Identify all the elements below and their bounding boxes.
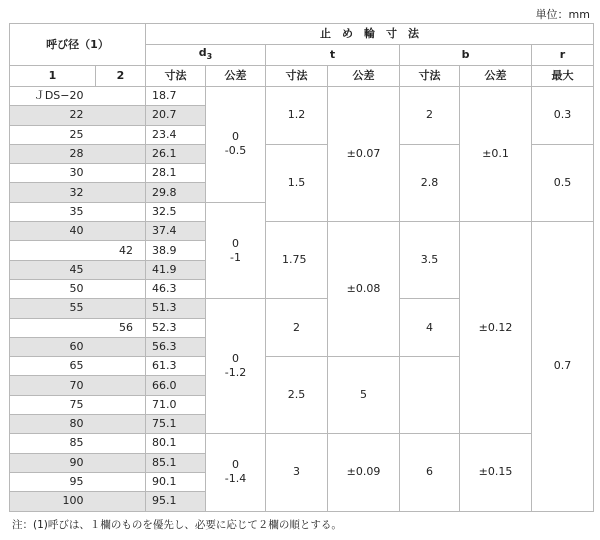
header-r: r <box>532 45 594 66</box>
t-dim: 1.2 <box>266 87 328 145</box>
nominal-1: 35 <box>10 202 96 221</box>
nominal-2 <box>96 453 146 472</box>
d3-dim: 85.1 <box>146 453 206 472</box>
nominal-2 <box>96 164 146 183</box>
header-nominal: 呼び径（1） <box>10 24 146 66</box>
nominal-1: 85 <box>10 434 96 453</box>
header-d3-tol: 公差 <box>206 66 266 87</box>
table-row <box>10 434 594 453</box>
d3-dim: 41.9 <box>146 260 206 279</box>
header-b-tol: 公差 <box>460 66 532 87</box>
nominal-2 <box>96 106 146 125</box>
b-dim: 4 <box>400 299 460 357</box>
nominal-1: 60 <box>10 337 96 356</box>
nominal-2 <box>96 337 146 356</box>
d3-dim: 66.0 <box>146 376 206 395</box>
nominal-1: 70 <box>10 376 96 395</box>
d3-dim: 75.1 <box>146 415 206 434</box>
t-dim: 1.75 <box>266 222 328 299</box>
nominal-2 <box>96 434 146 453</box>
header-col2: 2 <box>96 66 146 87</box>
nominal-1: 45 <box>10 260 96 279</box>
r-max: 0.7 <box>532 222 594 511</box>
nominal-1: 90 <box>10 453 96 472</box>
d3-tol: 0 -1.4 <box>206 434 266 511</box>
d3-dim: 29.8 <box>146 183 206 202</box>
d3-dim: 20.7 <box>146 106 206 125</box>
nominal-2 <box>96 376 146 395</box>
header-col1: 1 <box>10 66 96 87</box>
retaining-ring-table <box>9 23 594 512</box>
b-tol: ±0.1 <box>460 87 532 222</box>
header-r-max: 最大 <box>532 66 594 87</box>
d3-dim: 56.3 <box>146 337 206 356</box>
d3-dim: 51.3 <box>146 299 206 318</box>
nominal-1: 25 <box>10 125 96 144</box>
d3-tol: 0 -1 <box>206 202 266 298</box>
nominal-2 <box>96 279 146 298</box>
nominal-1: 32 <box>10 183 96 202</box>
t-dim: 2 <box>266 299 328 357</box>
nominal-1 <box>10 241 96 260</box>
d3-tol: 0 -1.2 <box>206 299 266 434</box>
d3-tol: 0 -0.5 <box>206 87 266 203</box>
nominal-1: 28 <box>10 144 96 163</box>
nominal-1: 30 <box>10 164 96 183</box>
nominal-1: 95 <box>10 472 96 491</box>
nominal-1: ＪDS−20 <box>10 87 96 106</box>
d3-dim: 71.0 <box>146 395 206 414</box>
nominal-2 <box>96 357 146 376</box>
nominal-1: 100 <box>10 492 96 511</box>
r-max: 0.3 <box>532 87 594 145</box>
d3-dim: 95.1 <box>146 492 206 511</box>
d3-dim: 80.1 <box>146 434 206 453</box>
nominal-2 <box>96 260 146 279</box>
nominal-2 <box>96 202 146 221</box>
b-dim: 2.8 <box>400 144 460 221</box>
footnote: 注：(1)呼びは、１欄のものを優先し、必要に応じて２欄の順とする。 <box>12 519 342 531</box>
nominal-1: 65 <box>10 357 96 376</box>
header-t-tol: 公差 <box>328 66 400 87</box>
nominal-1 <box>10 318 96 337</box>
t-tol: ±0.07 <box>328 87 400 222</box>
nominal-1: 55 <box>10 299 96 318</box>
d3-dim: 26.1 <box>146 144 206 163</box>
nominal-2 <box>96 222 146 241</box>
d3-dim: 61.3 <box>146 357 206 376</box>
t-dim: 1.5 <box>266 144 328 221</box>
nominal-2 <box>96 125 146 144</box>
r-max: 0.5 <box>532 144 594 221</box>
d3-dim: 46.3 <box>146 279 206 298</box>
nominal-2 <box>96 472 146 491</box>
header-row-1 <box>10 24 594 45</box>
nominal-2 <box>96 183 146 202</box>
t-tol: ±0.08 <box>328 222 400 357</box>
header-d3: $d_3$ <box>146 45 266 66</box>
nominal-2 <box>96 492 146 511</box>
header-t: t <box>266 45 400 66</box>
header-b: b <box>400 45 532 66</box>
t-tol: ±0.09 <box>328 434 400 511</box>
header-t-dim: 寸法 <box>266 66 328 87</box>
t-dim: 3 <box>266 434 328 511</box>
nominal-1: 40 <box>10 222 96 241</box>
b-tol: ±0.12 <box>460 222 532 434</box>
b-dim: 5 <box>328 357 400 434</box>
nominal-2 <box>96 395 146 414</box>
nominal-1: 22 <box>10 106 96 125</box>
d3-dim: 38.9 <box>146 241 206 260</box>
d3-dim: 18.7 <box>146 87 206 106</box>
b-tol: ±0.15 <box>460 434 532 511</box>
nominal-1: 80 <box>10 415 96 434</box>
b-dim: 6 <box>400 434 460 511</box>
d3-dim: 28.1 <box>146 164 206 183</box>
nominal-1: 50 <box>10 279 96 298</box>
header-row-3 <box>10 66 594 87</box>
nominal-2 <box>96 415 146 434</box>
header-d3-dim: 寸法 <box>146 66 206 87</box>
d3-dim: 90.1 <box>146 472 206 491</box>
nominal-2 <box>96 144 146 163</box>
table-row <box>10 222 594 241</box>
nominal-2 <box>96 299 146 318</box>
d3-dim: 37.4 <box>146 222 206 241</box>
nominal-2: 56 <box>96 318 146 337</box>
nominal-1: 75 <box>10 395 96 414</box>
nominal-2 <box>96 87 146 106</box>
header-ring-dimensions: 止 め 輪 寸 法 <box>146 24 594 45</box>
d3-dim: 52.3 <box>146 318 206 337</box>
t-dim: 2.5 <box>266 357 328 434</box>
table-row <box>10 87 594 106</box>
d3-dim: 32.5 <box>146 202 206 221</box>
nominal-2: 42 <box>96 241 146 260</box>
d3-dim: 23.4 <box>146 125 206 144</box>
unit-label: 単位：mm <box>535 8 590 21</box>
b-dim: 3.5 <box>400 222 460 299</box>
header-b-dim: 寸法 <box>400 66 460 87</box>
b-dim: 2 <box>400 87 460 145</box>
